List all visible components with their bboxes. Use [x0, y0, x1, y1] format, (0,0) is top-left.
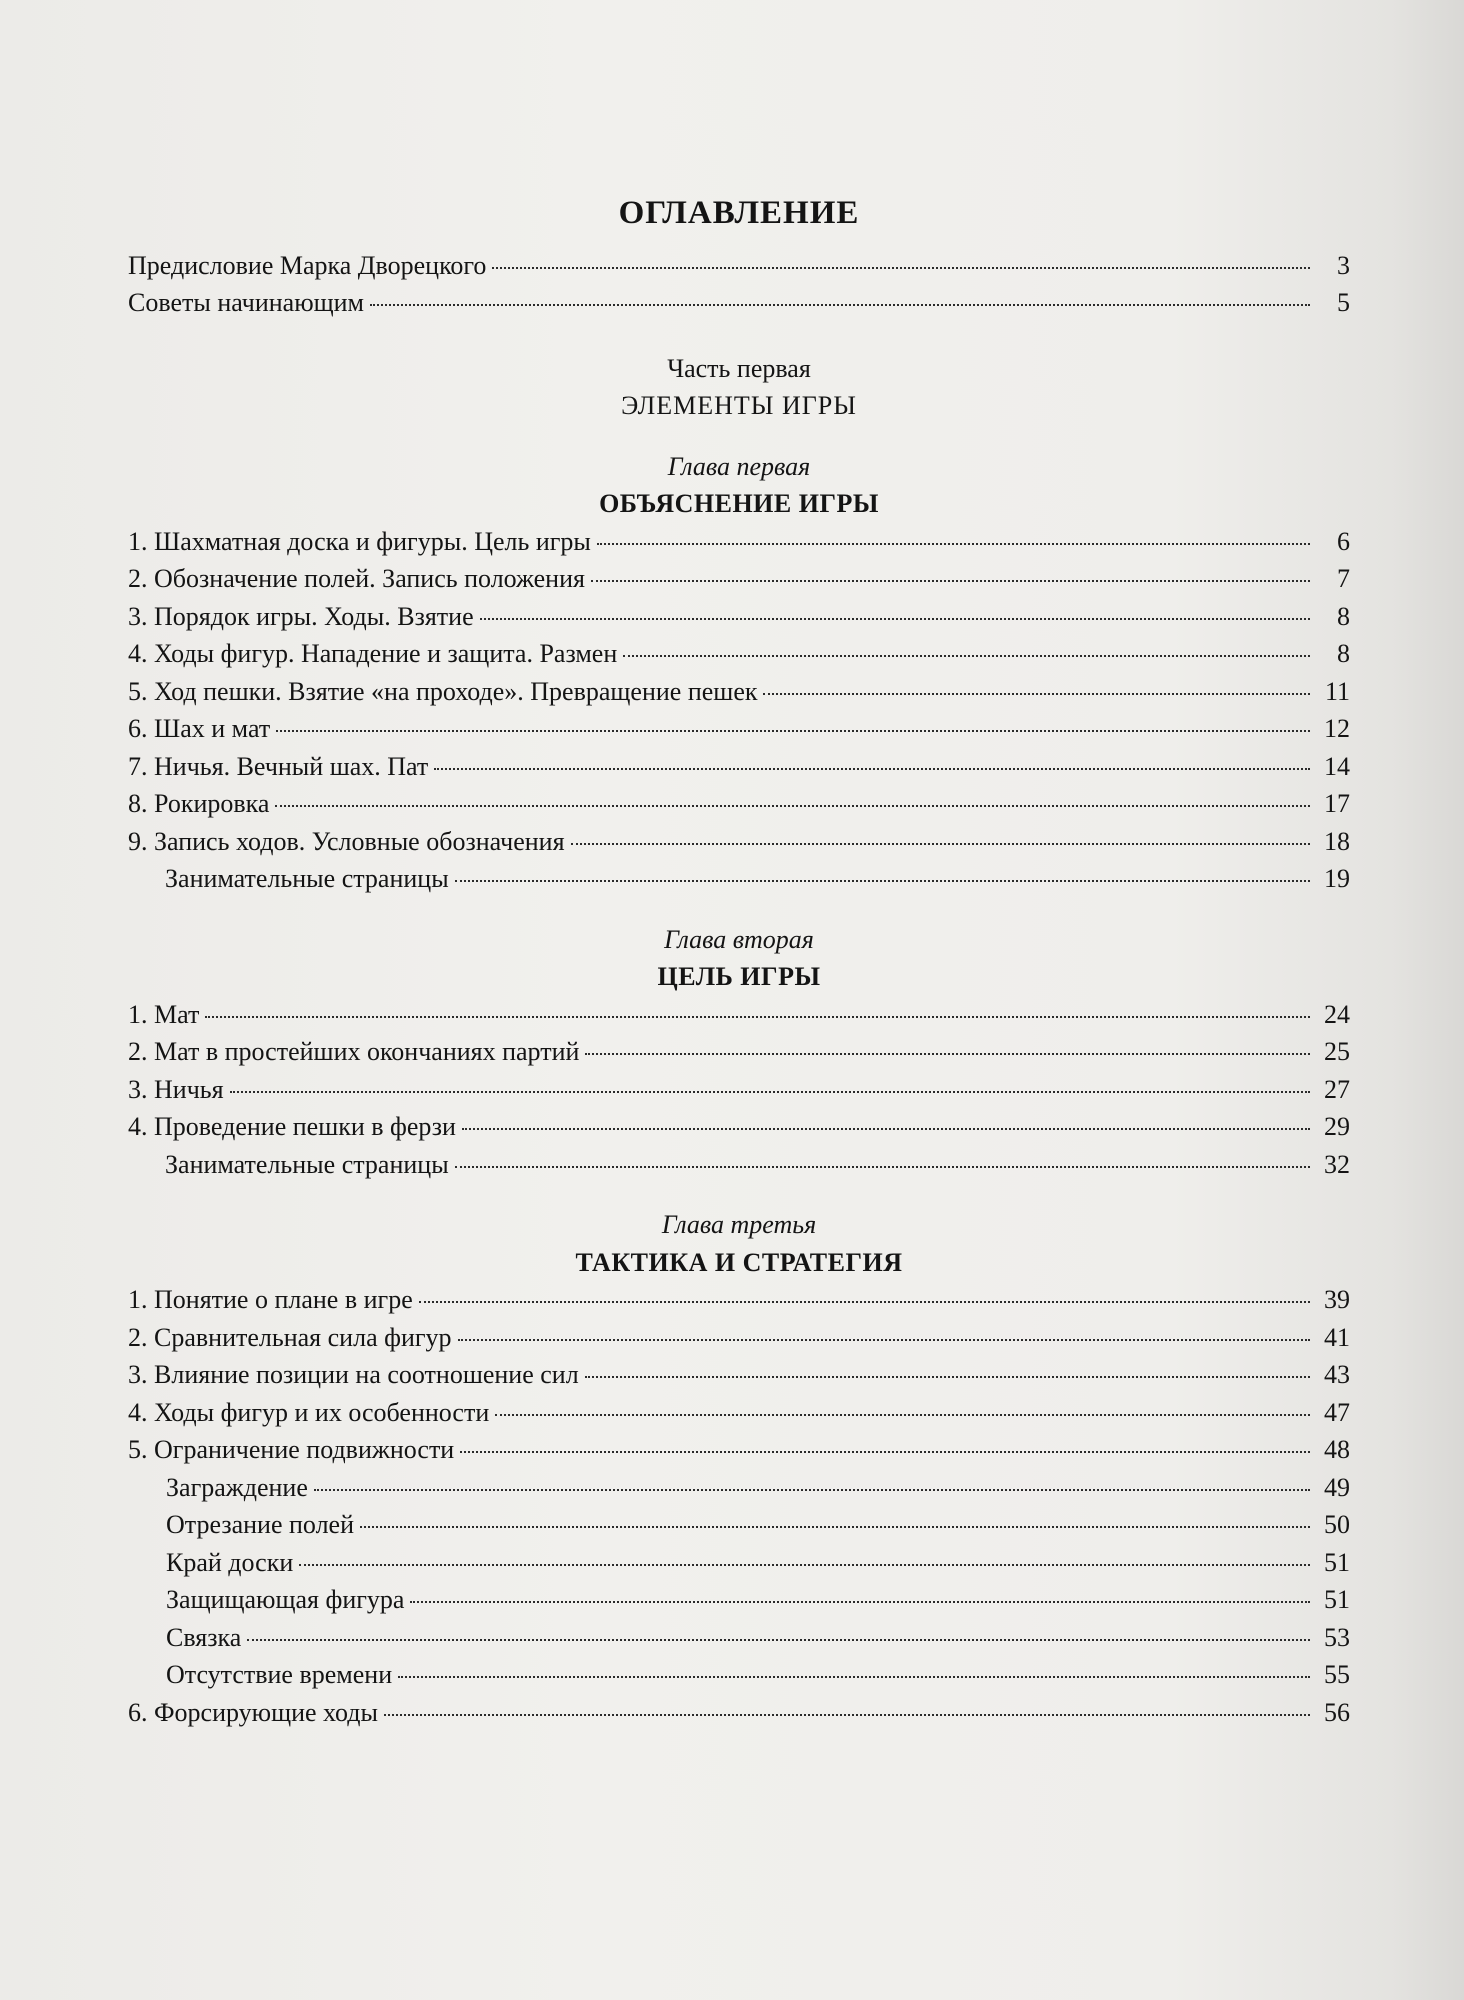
dot-leader: [299, 1563, 1310, 1566]
entry-label: 2. Сравнительная сила фигур: [128, 1322, 452, 1352]
dot-leader: [462, 1127, 1310, 1130]
toc-entry: [128, 823, 1350, 861]
chapter-title: ОБЪЯСНЕНИЕ ИГРЫ: [599, 489, 879, 518]
entry-label: 1. Понятие о плане в игре: [128, 1285, 413, 1314]
entry-page: 39: [1324, 1285, 1350, 1314]
toc-entry: [128, 247, 1350, 285]
chapter-title: ЦЕЛЬ ИГРЫ: [657, 962, 821, 991]
entry-label: 3. Ничья: [128, 1074, 224, 1104]
dot-leader: [458, 1338, 1310, 1341]
entry-page: 19: [1324, 864, 1350, 893]
entry-page: 56: [1324, 1697, 1350, 1727]
toc-entry: [128, 1694, 1350, 1732]
entry-label: 6. Форсирующие ходы: [128, 1697, 379, 1727]
toc-entry: [128, 996, 1350, 1034]
entry-label: Занимательные страницы: [165, 1149, 449, 1179]
dot-leader: [571, 842, 1310, 845]
entry-page: 6: [1337, 526, 1350, 556]
part-label: Часть первая: [667, 353, 811, 383]
toc-entry: [128, 710, 1350, 748]
entry-page: 7: [1337, 564, 1350, 593]
entry-page: 17: [1324, 789, 1350, 818]
dot-leader: [495, 1413, 1310, 1416]
part-title: ЭЛЕМЕНТЫ ИГРЫ: [621, 391, 857, 420]
toc-title: ОГЛАВЛЕНИЕ: [618, 195, 860, 231]
entry-label: 5. Ход пешки. Взятие «на проходе». Превращение пешек: [128, 676, 758, 706]
chapter-label: Глава третья: [661, 1210, 817, 1239]
entry-label: Отрезание полей: [166, 1510, 354, 1539]
entry-page: 8: [1337, 601, 1350, 631]
toc-entry: [128, 598, 1350, 636]
dot-leader: [763, 692, 1310, 695]
entry-label: 1. Шахматная доска и фигуры. Цель игры: [128, 526, 591, 556]
entry-label: 8. Рокировка: [128, 789, 270, 818]
entry-label: Советы начинающим: [128, 288, 365, 317]
dot-leader: [597, 542, 1310, 545]
dot-leader: [314, 1488, 1310, 1491]
entry-label: 7. Ничья. Вечный шах. Пат: [128, 751, 429, 781]
entry-label: 5. Ограничение подвижности: [128, 1435, 455, 1464]
toc-entry: [128, 860, 1350, 898]
entry-label: Заграждение: [166, 1472, 308, 1502]
entry-label: Край доски: [166, 1547, 294, 1577]
dot-leader: [410, 1600, 1310, 1603]
entry-page: 24: [1324, 999, 1350, 1029]
dot-leader: [419, 1300, 1310, 1303]
toc-entry: [128, 284, 1350, 322]
toc-entry: [128, 1431, 1350, 1469]
chapter-label: Глава вторая: [664, 924, 814, 954]
entry-label: 2. Мат в простейших окончаниях партий: [128, 1037, 580, 1066]
entry-label: 3. Влияние позиции на соотношение сил: [128, 1360, 579, 1389]
toc-entry: [128, 673, 1350, 711]
toc-entry: [128, 1108, 1350, 1146]
dot-leader: [384, 1713, 1310, 1716]
dot-leader: [434, 767, 1310, 770]
entry-label: Связка: [166, 1622, 242, 1652]
entry-label: 3. Порядок игры. Ходы. Взятие: [128, 601, 474, 631]
toc-subentry: [128, 1619, 1350, 1657]
dot-leader: [276, 729, 1310, 732]
toc-entry: [128, 1146, 1350, 1184]
dot-leader: [460, 1450, 1310, 1453]
entry-page: 49: [1324, 1472, 1350, 1502]
entry-label: 9. Запись ходов. Условные обозначения: [128, 826, 565, 856]
dot-leader: [205, 1015, 1310, 1018]
entry-label: 4. Ходы фигур и их особенности: [128, 1397, 490, 1427]
entry-page: 55: [1324, 1660, 1350, 1689]
toc-entry: [128, 635, 1350, 673]
dot-leader: [247, 1638, 1310, 1641]
entry-page: 48: [1324, 1435, 1350, 1464]
entry-page: 32: [1324, 1149, 1350, 1179]
entry-page: 18: [1324, 826, 1350, 856]
chapter-title: ТАКТИКА И СТРАТЕГИЯ: [575, 1247, 903, 1277]
entry-label: Предисловие Марка Дворецкого: [128, 250, 487, 280]
dot-leader: [585, 1052, 1310, 1055]
entry-label: 4. Проведение пешки в ферзи: [128, 1112, 456, 1141]
dot-leader: [480, 617, 1310, 620]
table-of-contents: [128, 195, 1350, 1731]
toc-entry: [128, 523, 1350, 561]
dot-leader: [398, 1675, 1310, 1678]
entry-label: Защищающая фигура: [166, 1585, 405, 1614]
entry-label: 4. Ходы фигур. Нападение и защита. Размен: [128, 639, 618, 668]
toc-subentry: [128, 1544, 1350, 1582]
entry-page: 43: [1324, 1360, 1350, 1389]
dot-leader: [492, 266, 1310, 269]
toc-entry: [128, 1319, 1350, 1357]
toc-entry: [128, 1071, 1350, 1109]
dot-leader: [230, 1090, 1310, 1093]
entry-label: 1. Мат: [128, 999, 200, 1029]
entry-page: 51: [1324, 1585, 1350, 1614]
dot-leader: [455, 879, 1310, 882]
dot-leader: [360, 1525, 1310, 1528]
entry-page: 3: [1337, 250, 1350, 280]
entry-page: 5: [1337, 288, 1350, 317]
entry-page: 25: [1324, 1037, 1350, 1066]
entry-label: Отсутствие времени: [166, 1660, 393, 1689]
dot-leader: [591, 579, 1310, 582]
entry-page: 8: [1337, 639, 1350, 668]
entry-page: 47: [1324, 1397, 1350, 1427]
entry-page: 29: [1324, 1112, 1350, 1141]
dot-leader: [275, 804, 1310, 807]
entry-label: 6. Шах и мат: [128, 714, 271, 743]
chapter-label: Глава первая: [667, 451, 811, 481]
toc-subentry: [128, 1506, 1350, 1544]
entry-page: 11: [1324, 676, 1350, 706]
dot-leader: [585, 1375, 1310, 1378]
toc-entry: [128, 1394, 1350, 1432]
dot-leader: [623, 654, 1310, 657]
toc-entry: [128, 1281, 1350, 1319]
toc-entry: [128, 1356, 1350, 1394]
entry-page: 50: [1324, 1510, 1350, 1539]
toc-entry: [128, 748, 1350, 786]
entry-page: 14: [1324, 751, 1350, 781]
dot-leader: [455, 1165, 1310, 1168]
entry-page: 27: [1324, 1074, 1350, 1104]
entry-page: 51: [1324, 1547, 1350, 1577]
entry-label: Занимательные страницы: [165, 864, 449, 893]
toc-subentry: [128, 1656, 1350, 1694]
entry-page: 12: [1324, 714, 1350, 743]
toc-subentry: [128, 1469, 1350, 1507]
toc-subentry: [128, 1581, 1350, 1619]
toc-entry: [128, 785, 1350, 823]
entry-page: 53: [1324, 1622, 1350, 1652]
toc-entry: [128, 1033, 1350, 1071]
entry-label: 2. Обозначение полей. Запись положения: [128, 564, 585, 593]
entry-page: 41: [1324, 1322, 1350, 1352]
toc-entry: [128, 560, 1350, 598]
dot-leader: [370, 303, 1310, 306]
